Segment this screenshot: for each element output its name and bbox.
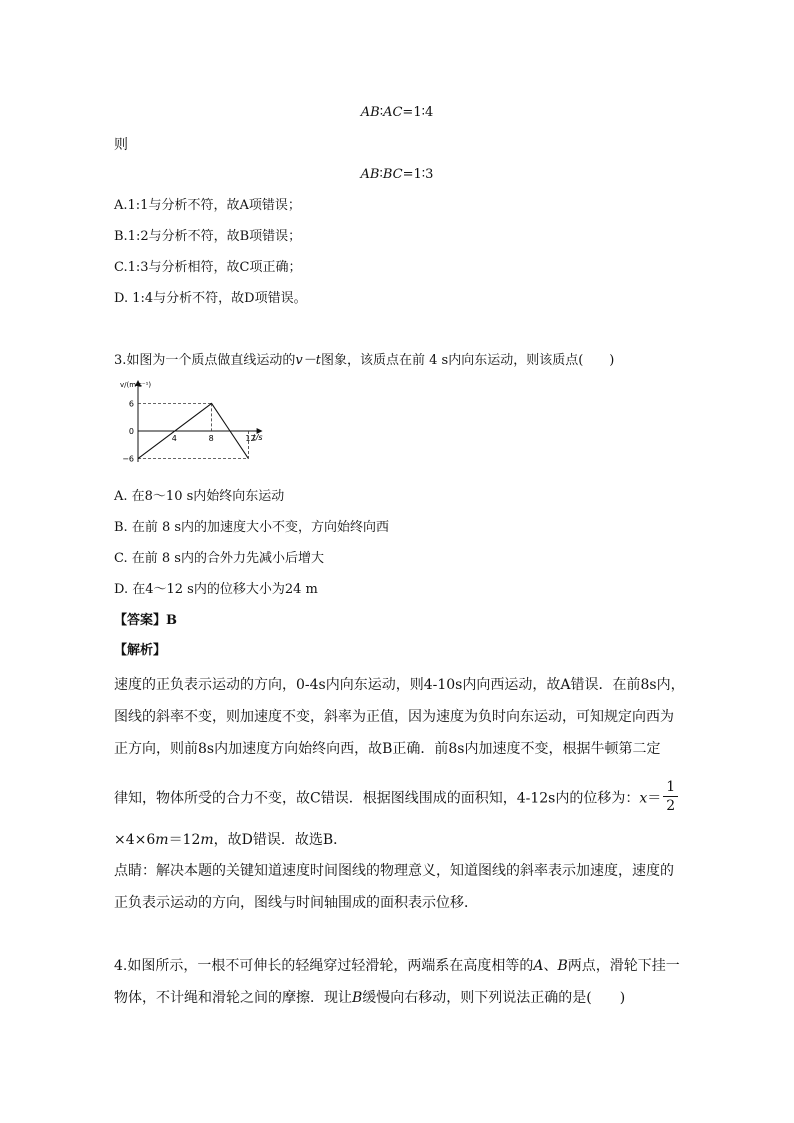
x-tick-label-12: 12 xyxy=(245,434,256,443)
option-a-analysis: A.1:1与分析不符，故A项错误； xyxy=(114,198,301,213)
q3-option-d: D. 在4～12 s内的位移大小为24 m xyxy=(114,582,318,597)
fraction-one-half: $\frac{1}{2}$ xyxy=(663,778,678,815)
option-b-analysis: B.1:2与分析不符，故B项错误； xyxy=(114,229,302,244)
x-tick-label-4: 4 xyxy=(171,434,177,443)
q3-answer: 【答案】B xyxy=(114,613,177,628)
q3-comment-line-2: 正负表示运动的方向，图线与时间轴围成的面积表示位移． xyxy=(114,895,478,911)
x-tick-label-8: 8 xyxy=(208,434,214,443)
q3-comment-line-1: 点睛：解决本题的关键知道速度时间图线的物理意义，知道图线的斜率表示加速度，速度的 xyxy=(114,863,674,879)
option-d-analysis: D. 1:4与分析不符，故D项错误。 xyxy=(114,291,307,306)
q3-option-b: B. 在前 8 s内的加速度大小不变，方向始终向西 xyxy=(114,520,390,535)
q3-analysis-line-2: 图线的斜率不变，则加速度不变，斜率为正值，因为速度为负时向东运动，可知规定向西为 xyxy=(114,709,674,725)
q3-analysis-title: 【解析】 xyxy=(114,643,167,658)
q4-stem-line-2: 物体，不计绳和滑轮之间的摩擦．现让B缓慢向右移动，则下列说法正确的是( ) xyxy=(114,990,626,1006)
q3-analysis-line-5: ×4×6m＝12m，故D错误．故选B． xyxy=(114,832,348,848)
q4-stem-line-1: 4.如图所示，一根不可伸长的轻绳穿过轻滑轮，两端系在高度相等的A、B两点，滑轮下挂一 xyxy=(114,958,680,974)
y-axis-label: v/(m·s⁻¹) xyxy=(120,381,152,389)
ratio-ab-bc: AB∶BC=1∶3 xyxy=(360,167,434,182)
q3-stem: 3.如图为一个质点做直线运动的v－t图象，该质点在前 4 s内向东运动，则该质点( ) xyxy=(114,353,615,368)
option-c-analysis: C.1:3与分析相符，故C项正确； xyxy=(114,260,302,275)
vt-graph xyxy=(114,376,284,468)
y-tick-label-1: 0 xyxy=(128,427,134,436)
q3-analysis-line-1: 速度的正负表示运动的方向，0-4s内向东运动，则4-10s内向西运动，故A错误．在前8s内， xyxy=(114,677,685,693)
q3-analysis-line-3: 正方向，则前8s内加速度方向始终向西，故B正确．前8s内加速度不变，根据牛顿第二定 xyxy=(114,741,661,757)
ze-text: 则 xyxy=(114,137,128,153)
ratio-ab-ac: AB∶AC=1∶4 xyxy=(360,105,434,120)
y-tick-label-0: 6 xyxy=(128,399,134,409)
q3-option-a: A. 在8～10 s内始终向东运动 xyxy=(114,489,285,504)
q3-analysis-line-4: 律知，物体所受的合力不变，故C错误．根据图线围成的面积知，4-12s内的位移为：x＝ $\frac{1}{2}$ xyxy=(114,780,680,817)
y-tick-label-2: −6 xyxy=(122,454,134,464)
q3-option-c: C. 在前 8 s内的合外力先减小后增大 xyxy=(114,551,324,566)
x-axis-label: t/s xyxy=(252,433,263,442)
